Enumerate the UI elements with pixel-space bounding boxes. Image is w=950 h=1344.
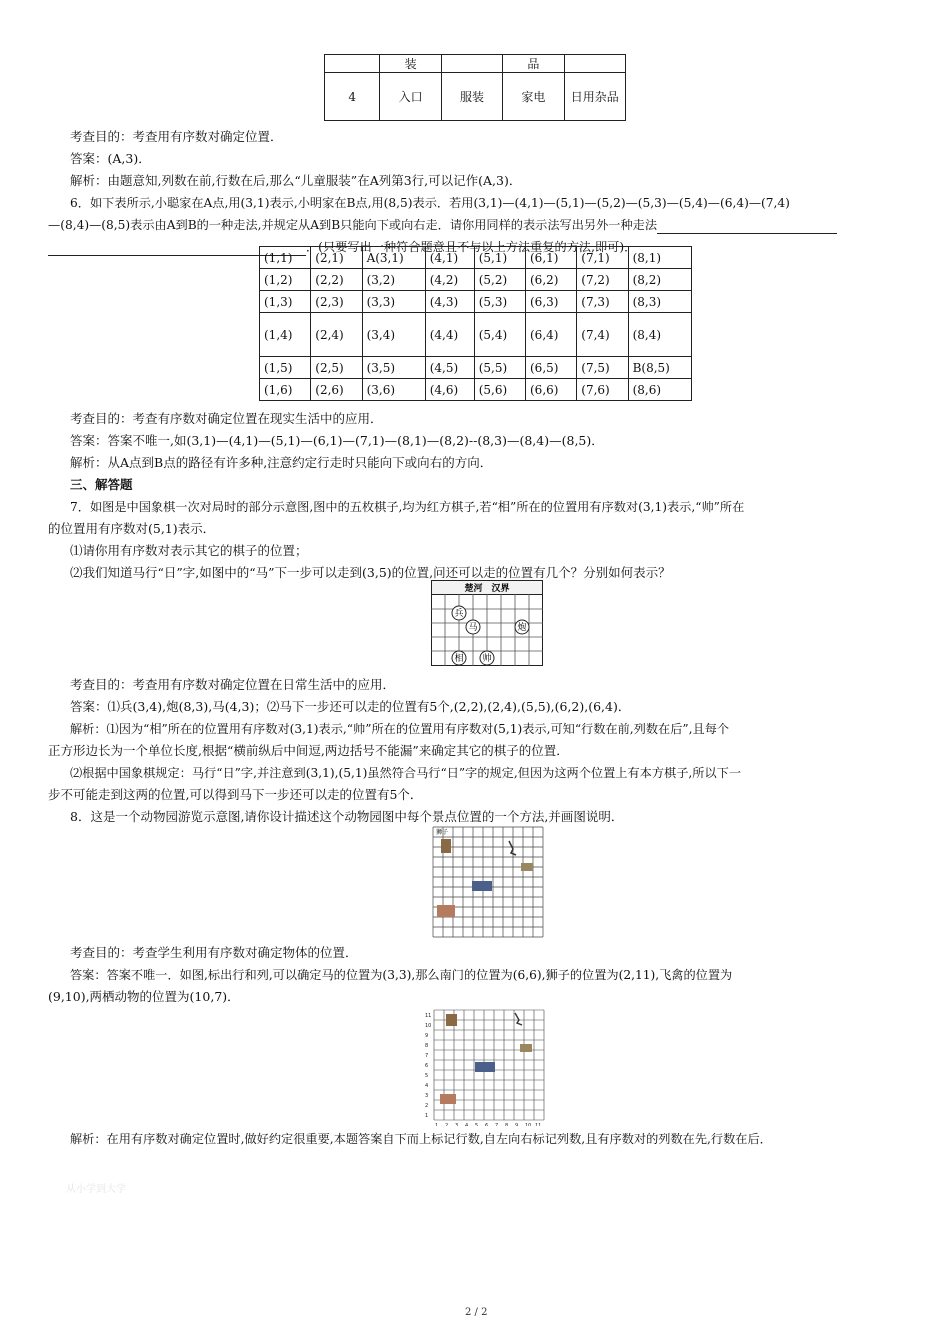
table-cell: 4 — [325, 73, 380, 121]
table-cell: (7,5) — [577, 357, 628, 379]
q6-text-line2 — [48, 216, 837, 234]
table-cell: 装 — [380, 55, 441, 73]
q5-answer: 答案：(A,3)． — [70, 151, 151, 166]
y-tick-label: 8 — [425, 1043, 429, 1049]
q7-analysis-line3: ⑵根据中国象棋规定：马行“日”字,并注意到(3,1),(5,1)虽然符合马行“日”字的规定,但因为这两个位置上有本方棋子,所以下一 — [70, 766, 742, 780]
chess-board-figure — [431, 580, 543, 666]
table-cell: (4,1) — [425, 247, 474, 269]
table-cell: 品 — [503, 55, 564, 73]
table-cell: (5,4) — [474, 313, 525, 357]
table-cell: (3,2) — [362, 269, 425, 291]
zoo-map-figure — [432, 826, 544, 938]
q8-answer-line1: 答案：答案不唯一．如图,标出行和列,可以确定马的位置为(3,3),那么南门的位置为(6,6),狮子的位置为(2,11),飞禽的位置为 — [70, 968, 733, 982]
table-cell: (5,3) — [474, 291, 525, 313]
table-cell: (7,4) — [577, 313, 628, 357]
table-cell: (6,6) — [526, 379, 577, 401]
y-tick-label: 11 — [425, 1013, 432, 1019]
table-cell: (7,2) — [577, 269, 628, 291]
table-cell: (4,5) — [425, 357, 474, 379]
table-row — [260, 357, 692, 379]
table-row — [260, 313, 692, 357]
x-tick-label: 3 — [455, 1123, 459, 1126]
q6-line2-text: —(8,4)—(8,5)表示由A到B的一种走法,并规定从A到B只能向下或向右走．请你用同样的表示法写出另外一种走法 — [48, 218, 658, 232]
table-cell: (8,1) — [628, 247, 691, 269]
q8-analysis: 解析：在用有序数对确定位置时,做好约定很重要,本题答案自下而上标记行数,自左向右标记列数,且有序数对的列数在先,行数在后． — [70, 1132, 772, 1146]
table-cell: (2,5) — [311, 357, 362, 379]
table-cell: (6,4) — [526, 313, 577, 357]
table-cell — [325, 55, 380, 73]
q6-purpose: 考查目的：考查有序数对确定位置在现实生活中的应用． — [70, 411, 383, 426]
y-tick-label: 5 — [425, 1073, 429, 1079]
table-cell: (2,4) — [311, 313, 362, 357]
chess-piece-bing: 兵 — [454, 609, 464, 619]
x-tick-label: 6 — [485, 1123, 489, 1126]
table-cell: (7,6) — [577, 379, 628, 401]
table-cell: B(8,5) — [628, 357, 691, 379]
y-tick-label: 7 — [425, 1053, 429, 1059]
table-cell: (1,4) — [260, 313, 311, 357]
table-cell: (4,2) — [425, 269, 474, 291]
x-tick-label: 2 — [445, 1123, 449, 1126]
q7-text-line2: 的位置用有序数对(5,1)表示． — [48, 521, 216, 536]
x-tick-label: 11 — [535, 1123, 542, 1126]
q8-answer-line2: (9,10),两栖动物的位置为(10,7)． — [48, 989, 240, 1004]
q7-analysis-line1: 解析：⑴因为“相”所在的位置用有序数对(3,1)表示,“帅”所在的位置用有序数对(5,1)表示,可知“行数在前,列数在后”,且每个 — [70, 722, 730, 736]
y-tick-label: 3 — [425, 1093, 429, 1099]
q7-sub1: ⑴请你用有序数对表示其它的棋子的位置； — [70, 543, 308, 558]
y-tick-label: 2 — [425, 1103, 429, 1109]
table-cell: (8,4) — [628, 313, 691, 357]
table-cell: (6,5) — [526, 357, 577, 379]
table-cell: (7,3) — [577, 291, 628, 313]
table-cell: (5,1) — [474, 247, 525, 269]
q5-analysis: 解析：由题意知,列数在前,行数在后,那么“儿童服装”在A列第3行,可以记作(A,3)． — [70, 173, 522, 188]
q7-purpose: 考查目的：考查用有序数对确定位置在日常生活中的应用． — [70, 677, 396, 692]
q7-sub2: ⑵我们知道马行“日”字,如图中的“马”下一步可以走到(3,5)的位置,问还可以走的位置有几个？分别如何表示？ — [70, 565, 671, 580]
q6-line3-text: ．(只要写出一种符合题意且不与以上方法重复的方法,即可)． — [306, 240, 637, 254]
table-row — [260, 269, 692, 291]
table-cell: (8,2) — [628, 269, 691, 291]
watermark: 从小学到大学 — [66, 1184, 126, 1195]
table-cell: (1,3) — [260, 291, 311, 313]
x-tick-label: 8 — [505, 1123, 509, 1126]
x-tick-label: 7 — [495, 1123, 499, 1126]
table-cell: 入口 — [380, 73, 441, 121]
y-tick-label: 9 — [425, 1033, 429, 1039]
table-row — [260, 247, 692, 269]
table-cell: A(3,1) — [362, 247, 425, 269]
table-cell: 日用杂品 — [564, 73, 625, 121]
y-tick-label: 4 — [425, 1083, 429, 1089]
q5-purpose: 考查目的：考查用有序数对确定位置． — [70, 129, 283, 144]
x-tick-label: 9 — [515, 1123, 519, 1126]
x-tick-label: 10 — [525, 1123, 532, 1126]
table-cell: (8,6) — [628, 379, 691, 401]
q6-answer: 答案：答案不唯一,如(3,1)—(4,1)—(5,1)—(6,1)—(7,1)—(8,1)—(8,2)--(8,3)—(8,4)—(8,5)． — [70, 433, 604, 448]
table-cell: (5,5) — [474, 357, 525, 379]
q7-analysis-line2: 正方形边长为一个单位长度,根据“横前纵后中间逗,两边括号不能漏”来确定其它的棋子的位置． — [48, 743, 569, 758]
table-cell: (1,6) — [260, 379, 311, 401]
q6-analysis: 解析：从A点到B点的路径有许多种,注意约定行走时只能向下或向右的方向． — [70, 455, 493, 470]
x-tick-label: 1 — [435, 1123, 439, 1126]
table-cell: (7,1) — [577, 247, 628, 269]
q7-answer: 答案：⑴兵(3,4),炮(8,3),马(4,3)；⑵马下一步还可以走的位置有5个,(2,2),(2,4),(5,5),(6,2),(6,4)． — [70, 699, 631, 714]
table-cell: (6,1) — [526, 247, 577, 269]
table-cell — [441, 55, 502, 73]
y-tick-label: 1 — [425, 1113, 429, 1119]
table-cell: (2,2) — [311, 269, 362, 291]
y-tick-label: 6 — [425, 1063, 429, 1069]
table-cell: (1,5) — [260, 357, 311, 379]
coordinate-table — [259, 246, 692, 401]
table-cell: (5,2) — [474, 269, 525, 291]
table-cell: (5,6) — [474, 379, 525, 401]
chess-piece-pao: 炮 — [517, 623, 527, 633]
store-layout-table — [324, 54, 626, 121]
table-cell: (6,3) — [526, 291, 577, 313]
q6-text-line1: 6．如下表所示,小聪家在A点,用(3,1)表示,小明家在B点,用(8,5)表示．若用(3,1)—(4,1)—(5,1)—(5,2)—(5,3)—(5,4)—(6,4)—(7,4) — [70, 196, 790, 210]
q8-purpose: 考查目的：考查学生利用有序数对确定物体的位置． — [70, 945, 358, 960]
table-cell: (1,2) — [260, 269, 311, 291]
table-cell: (4,3) — [425, 291, 474, 313]
table-cell: (3,5) — [362, 357, 425, 379]
table-cell: (1,1) — [260, 247, 311, 269]
zoo-map-axes-figure — [420, 1008, 550, 1126]
y-tick-label: 10 — [425, 1023, 432, 1029]
table-cell: 家电 — [503, 73, 564, 121]
page-number: 2 / 2 — [465, 1307, 488, 1318]
chess-piece-ma: 马 — [468, 623, 478, 633]
q8-text: 8．这是一个动物园游览示意图,请你设计描述这个动物园图中每个景点位置的一个方法,并画图说明． — [70, 809, 624, 824]
table-cell: 服装 — [441, 73, 502, 121]
table-cell: (6,2) — [526, 269, 577, 291]
table-cell: (3,6) — [362, 379, 425, 401]
table-cell: (4,4) — [425, 313, 474, 357]
x-tick-label: 5 — [475, 1123, 479, 1126]
table-cell: (3,3) — [362, 291, 425, 313]
chess-piece-xiang: 相 — [454, 654, 464, 664]
board-title: 楚河 汉界 — [464, 584, 510, 594]
x-tick-label: 4 — [465, 1123, 469, 1126]
q7-text-line1: 7．如图是中国象棋一次对局时的部分示意图,图中的五枚棋子,均为红方棋子,若“相”所在的位置用有序数对(3,1)表示,“帅”所在 — [70, 500, 745, 514]
q7-analysis-line4: 步不可能走到这两的位置,可以得到马下一步还可以走的位置有5个． — [48, 787, 423, 802]
table-row — [260, 291, 692, 313]
table-cell: (8,3) — [628, 291, 691, 313]
table-row — [260, 379, 692, 401]
table-cell: (2,6) — [311, 379, 362, 401]
table-cell: (4,6) — [425, 379, 474, 401]
table-cell: (2,1) — [311, 247, 362, 269]
section-title: 三、解答题 — [70, 477, 133, 492]
table-cell: (3,4) — [362, 313, 425, 357]
answer-blank — [657, 221, 837, 234]
table-cell — [564, 55, 625, 73]
chess-piece-shuai: 帅 — [482, 654, 492, 664]
table-cell: (2,3) — [311, 291, 362, 313]
lion-label: 狮子 — [436, 829, 449, 836]
